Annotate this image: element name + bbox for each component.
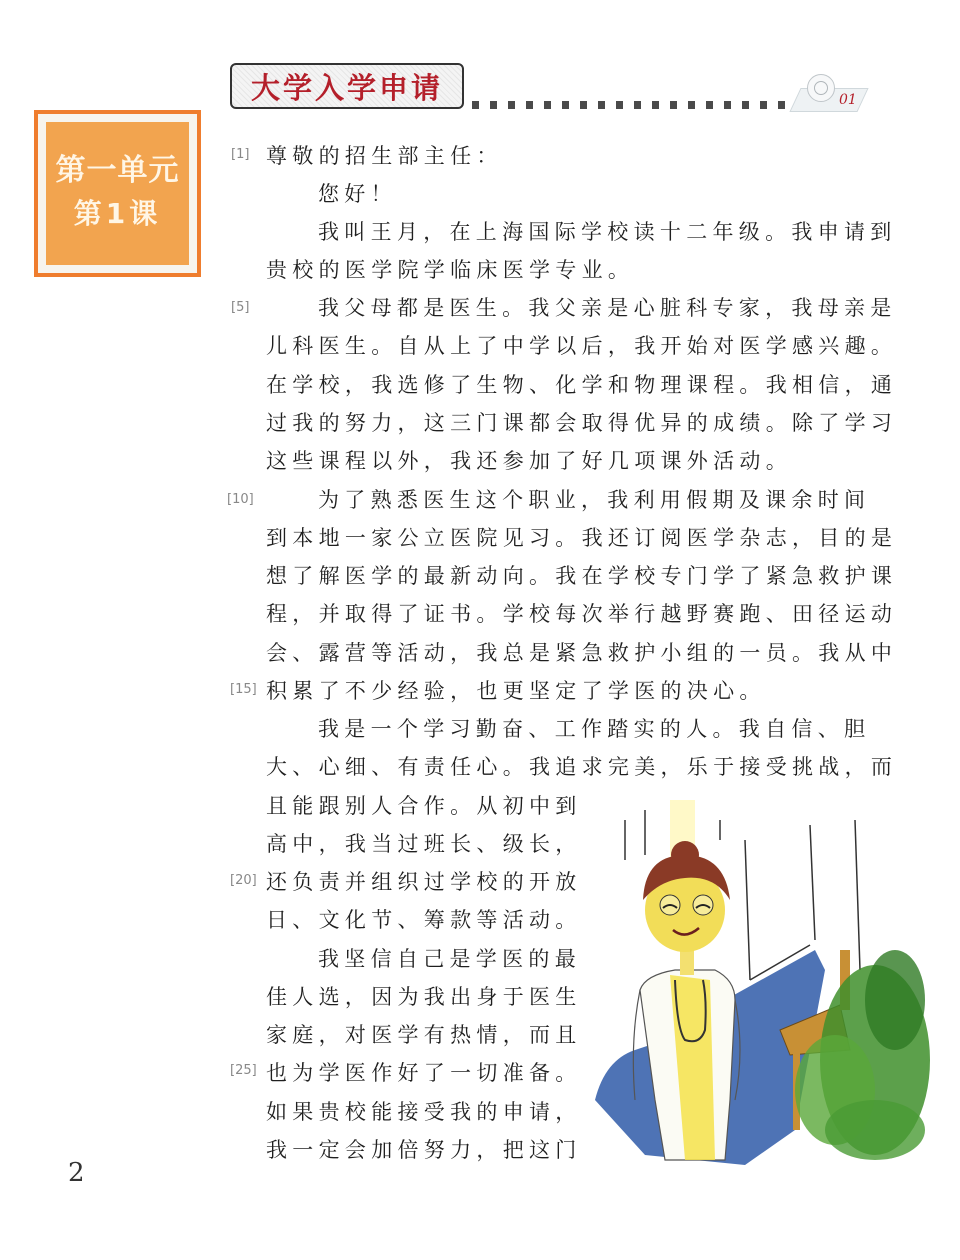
text-line: 贵校的医学院学临床医学专业。 — [266, 258, 635, 282]
line-number: [25] — [230, 1063, 257, 1078]
text-line: 我坚信自己是学医的最 — [318, 947, 581, 971]
text-line: 大、心细、有责任心。我追求完美，乐于接受挑战，而 — [266, 755, 898, 779]
text-line: 程，并取得了证书。学校每次举行越野赛跑、田径运动 — [266, 602, 898, 626]
text-line: 日、文化节、筹款等活动。 — [266, 908, 582, 932]
page-number: 2 — [68, 1158, 85, 1188]
line-number: [1] — [231, 147, 250, 162]
text-line: 家庭，对医学有热情，而且 — [266, 1023, 582, 1047]
text-line: 积累了不少经验，也更坚定了学医的决心。 — [266, 679, 766, 703]
line-number: [15] — [230, 682, 257, 697]
line-number: [20] — [230, 873, 257, 888]
text-line: 为了熟悉医生这个职业，我利用假期及课余时间 — [318, 488, 871, 512]
dotted-divider — [472, 101, 792, 109]
text-line: 我是一个学习勤奋、工作踏实的人。我自信、胆 — [318, 717, 871, 741]
text-line: 我父母都是医生。我父亲是心脏科专家，我母亲是 — [318, 296, 897, 320]
text-line: 且能跟别人合作。从初中到 — [266, 794, 582, 818]
text-line: 这些课程以外，我还参加了好几项课外活动。 — [266, 449, 792, 473]
unit-lesson-badge — [34, 110, 201, 277]
text-line: 还负责并组织过学校的开放 — [266, 870, 582, 894]
line-number: [5] — [231, 300, 250, 315]
text-line: 我一定会加倍努力，把这门 — [266, 1138, 582, 1162]
text-line: 儿科医生。自从上了中学以后，我开始对医学感兴趣。 — [266, 334, 898, 358]
text-line: 我叫王月，在上海国际学校读十二年级。我申请到 — [318, 220, 897, 244]
text-line: 如果贵校能接受我的申请， — [266, 1100, 582, 1124]
lesson-title-box — [230, 63, 464, 109]
track-number: 01 — [839, 92, 857, 108]
lesson-title: 大学入学申请 — [250, 70, 443, 105]
text-line: 佳人选，因为我出身于医生 — [266, 985, 582, 1009]
badge-inner — [46, 122, 189, 265]
lesson-label: 第1课 — [73, 197, 162, 231]
line-number: [10] — [227, 492, 254, 507]
audio-cd-icon — [795, 72, 865, 112]
text-line: 在学校，我选修了生物、化学和物理课程。我相信，通 — [266, 373, 898, 397]
unit-label: 第一单元 — [55, 153, 180, 189]
text-line: 也为学医作好了一切准备。 — [266, 1061, 582, 1085]
text-line: 会、露营等活动，我总是紧急救护小组的一员。我从中 — [266, 641, 898, 665]
text-line: 您好！ — [318, 182, 397, 206]
text-line: 想了解医学的最新动向。我在学校专门学了紧急救护课 — [266, 564, 898, 588]
doctor-image — [585, 800, 930, 1165]
text-line: 过我的努力，这三门课都会取得优异的成绩。除了学习 — [266, 411, 898, 435]
text-line: 尊敬的招生部主任： — [266, 144, 503, 168]
text-line: 到本地一家公立医院见习。我还订阅医学杂志，目的是 — [266, 526, 898, 550]
text-line: 高中，我当过班长、级长， — [266, 832, 582, 856]
doctor-illustration — [585, 800, 930, 1165]
